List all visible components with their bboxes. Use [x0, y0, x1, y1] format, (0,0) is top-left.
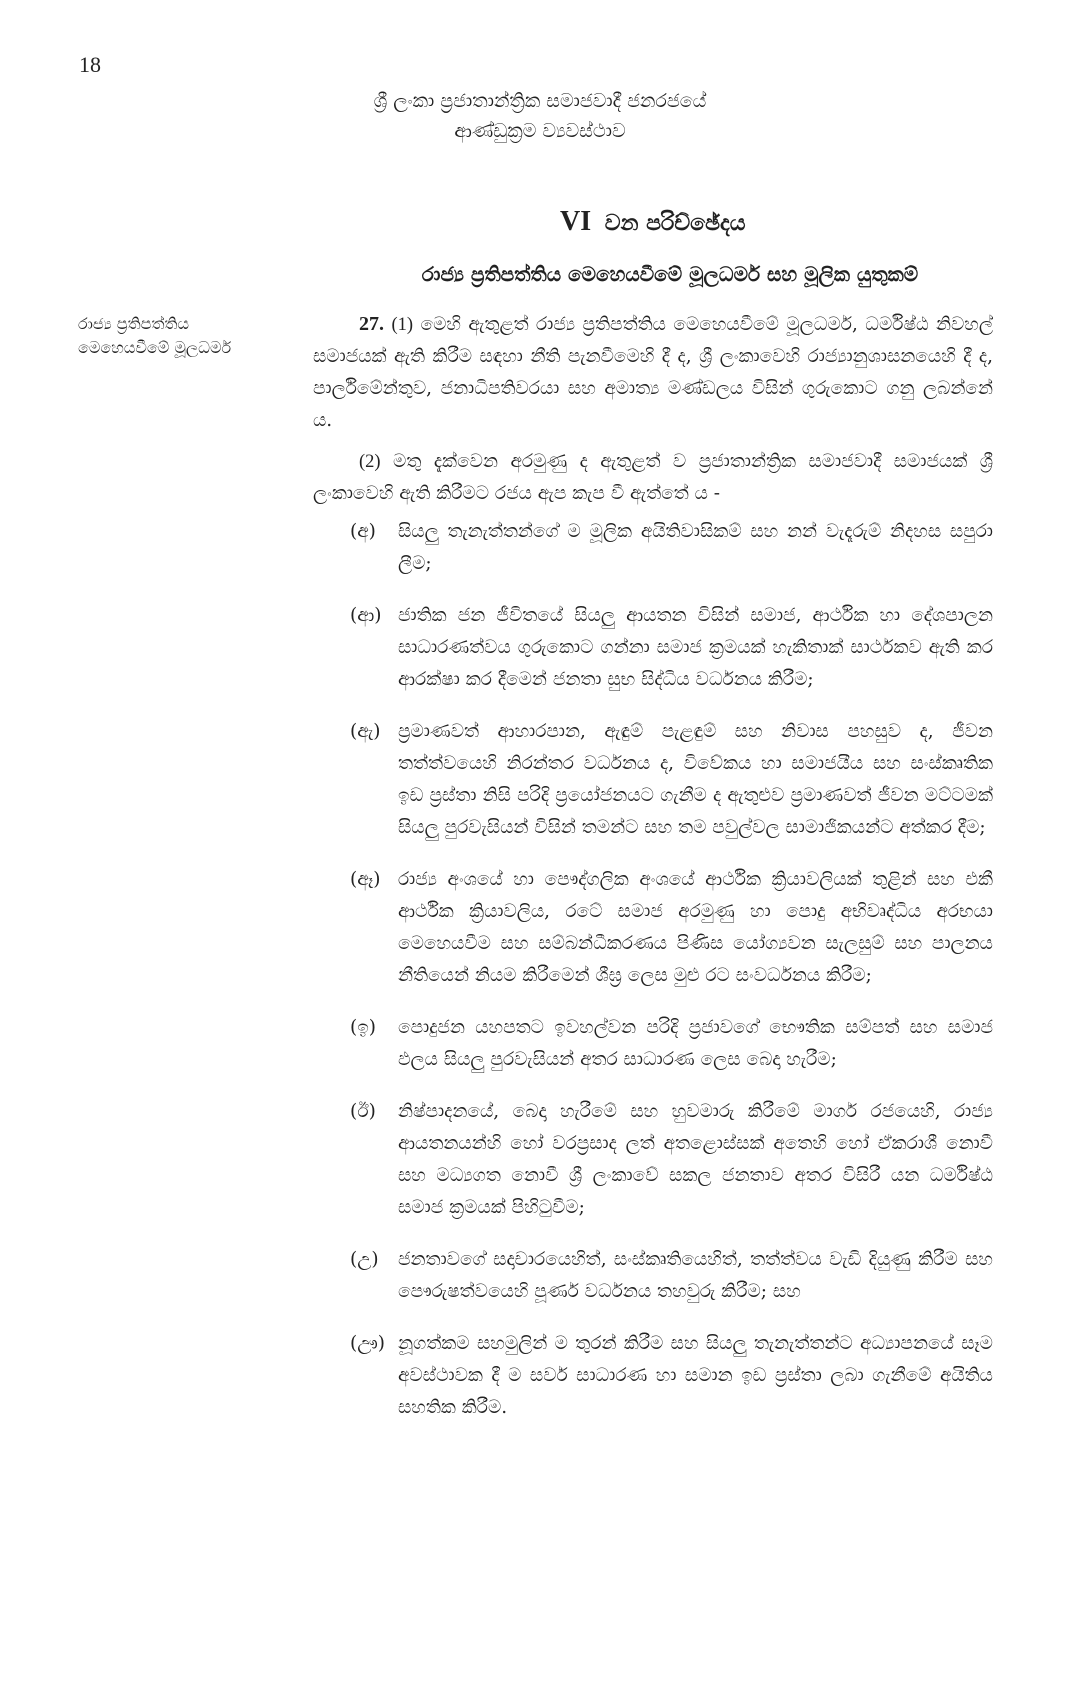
list-item-text: ජනතාවගේ සදාචාරයෙහිත්, සංස්කෘතියෙහිත්, තත්ත්වය වැඩි දියුණු කිරීම සහ පෞරුෂත්වයෙහි පූර්ණ වර්ධනය තහවුරු කිරීම; සහ — [398, 1249, 993, 1302]
page-number: 18 — [79, 52, 101, 77]
chapter-title — [560, 206, 980, 238]
list-item — [350, 1012, 993, 1076]
clause-2-text: මතු දැක්වෙන අරමුණු ද ඇතුළත් ව ප්‍රජාතාන්ත්‍රික සමාජවාදී සමාජයක් ශ්‍රී ලංකාවෙහි ඇති කිරීමට රජය ඇප කැප වී ඇත්තේ ය - — [313, 451, 993, 504]
article-clause-2 — [313, 446, 993, 510]
objective-list — [350, 516, 993, 1444]
list-item-marker: (ඊ) — [350, 1101, 376, 1122]
marginal-note — [78, 312, 298, 360]
list-item-text: සියලු තැනැත්තන්ගේ ම මූලික අයිතිවාසිකම් සහ නන් වැදෑරුම් නිදහස සපුරා ලීම; — [398, 521, 993, 574]
article-clause-1 — [313, 308, 993, 437]
marginal-note-line-1: රාජ්‍ය ප්‍රතිපත්තිය — [78, 314, 189, 333]
list-item-text: ජාතික ජන ජීවිතයේ සියලු ආයතන විසින් සමාජ, ආර්ථික හා දේශපාලන සාධාරණත්වය ගුරුකොට ගන්නා සමාජ ක්‍රමයක් හැකිතාක් සාර්ථකව ඇති කර ආරක්ෂා කර දීමෙන් ජනතා සුභ සිද්ධිය වර්ධනය කිරීම; — [398, 605, 993, 690]
clause-2-number: (2) — [359, 452, 381, 472]
marginal-note-line-2: මෙහෙයවීමේ මූලධර්ම — [78, 338, 232, 357]
list-item-marker: (ඉ) — [350, 1017, 377, 1038]
clause-1-text: මෙහි ඇතුළත් රාජ්‍ය ප්‍රතිපත්තිය මෙහෙයවීමේ මූලධර්ම, ධර්මිෂ්ඨ නිවහල් සමාජයක් ඇති කිරීම සඳහා නීති පැනවීමෙහි දී ද, ශ්‍රී ලංකාවෙහි රාජ්‍යානුශාසනයෙහි දී ද, පාර්ලිමේන්තුව, ජනාධිපතිවරයා සහ අමාත්‍ය මණ්ඩලය විසින් ගුරුකොට ගනු ලබන්නේ ය. — [313, 314, 993, 431]
list-item-marker: (ඌ) — [350, 1333, 385, 1354]
list-item-marker: (අ) — [350, 521, 376, 542]
chapter-subtitle: රාජ්‍ය ප්‍රතිපත්තිය මෙහෙයවීමේ මූලධර්ම සහ මූලික යුතුකම් — [421, 262, 919, 286]
list-item — [350, 516, 993, 580]
list-item — [350, 1096, 993, 1224]
chapter-title-text: වන පරිච්ඡේදය — [604, 210, 746, 236]
list-item-text: නූගත්කම සහමුලින් ම තුරන් කිරීම සහ සියලු තැනැත්තන්ට අධ්‍යාපනයේ සෑම අවස්ථාවක දී ම සර්ව සාධාරණ හා සමාන ඉඩ ප්‍රස්තා ලබා ගැනීමේ අයිතිය සහතික කිරීම. — [398, 1333, 993, 1418]
list-item — [350, 716, 993, 844]
running-head-line-2: ආණ්ඩුක්‍රම ව්‍යවස්ථාව — [454, 120, 626, 142]
list-item-text: පොදුජන යහපතට ඉවහල්වන පරිදි ප්‍රජාවගේ භෞතික සම්පත් සහ සමාජ ඵලය සියලු පුරවැසියන් අතර සාධාරණ ලෙස බෙදා හැරීම; — [398, 1017, 993, 1070]
list-item-text: රාජ්‍ය අංශයේ හා පෞද්ගලික අංශයේ ආර්ථික ක්‍රියාවලියක් තුළින් සහ එකී ආර්ථික ක්‍රියාවලිය, රටේ සමාජ අරමුණු හා පොදු අභිවෘද්ධිය අරභයා මෙහෙයවීම සහ සම්බන්ධීකරණය පිණිස යෝග්‍යවන සැලසුම් සහ පාලනය නීතියෙන් නියම කිරීමෙන් ශීඝ්‍ර ලෙස මුළු රට සංවර්ධනය කිරීම; — [398, 869, 993, 986]
list-item-marker: (ඈ) — [350, 869, 381, 890]
list-item — [350, 600, 993, 696]
list-item-marker: (ආ) — [350, 605, 382, 626]
list-item-marker: (උ) — [350, 1249, 379, 1270]
list-item — [350, 1244, 993, 1308]
list-item — [350, 864, 993, 992]
clause-1-number: (1) — [391, 315, 414, 335]
running-head-line-1: ශ්‍රී ලංකා ප්‍රජාතාන්ත්‍රික සමාජවාදී ජනරජයේ — [373, 90, 707, 112]
chapter-roman-numeral: VI — [560, 206, 592, 237]
list-item-text: නිෂ්පාදනයේ, බෙදා හැරීමේ සහ හුවමාරු කිරීමේ මාර්ග රජයෙහි, රාජ්‍ය ආයතනයන්හි හෝ වරප්‍රසාද ලත් අතළොස්සක් අතෙහි හෝ ඒකරාශී නොවී සහ මධ්‍යගත නොවී ශ්‍රී ලංකාවේ සකල ජනතාව අතර විසිරී යන ධර්මිෂ්ඨ සමාජ ක්‍රමයක් පිහිටුවීම; — [398, 1101, 993, 1218]
article-number: 27. — [359, 313, 384, 335]
list-item-text: ප්‍රමාණවත් ආහාරපාන, ඇඳුම් පැළඳුම් සහ නිවාස පහසුව ද, ජීවන තත්ත්වයෙහි නිරන්තර වර්ධනය ද, විවේකය හා සමාජයීය සහ සංස්කෘතික ඉඩ ප්‍රස්තා නිසි පරිදි ප්‍රයෝජනයට ගැනීම ද ඇතුළුව ප්‍රමාණවත් ජීවන මට්ටමක් සියලු පුරවැසියන් විසින් තමන්ට සහ තම පවුල්වල සාමාජිකයන්ට අත්කර දීම; — [398, 721, 993, 838]
list-item — [350, 1328, 993, 1424]
list-item-marker: (ඇ) — [350, 721, 381, 742]
